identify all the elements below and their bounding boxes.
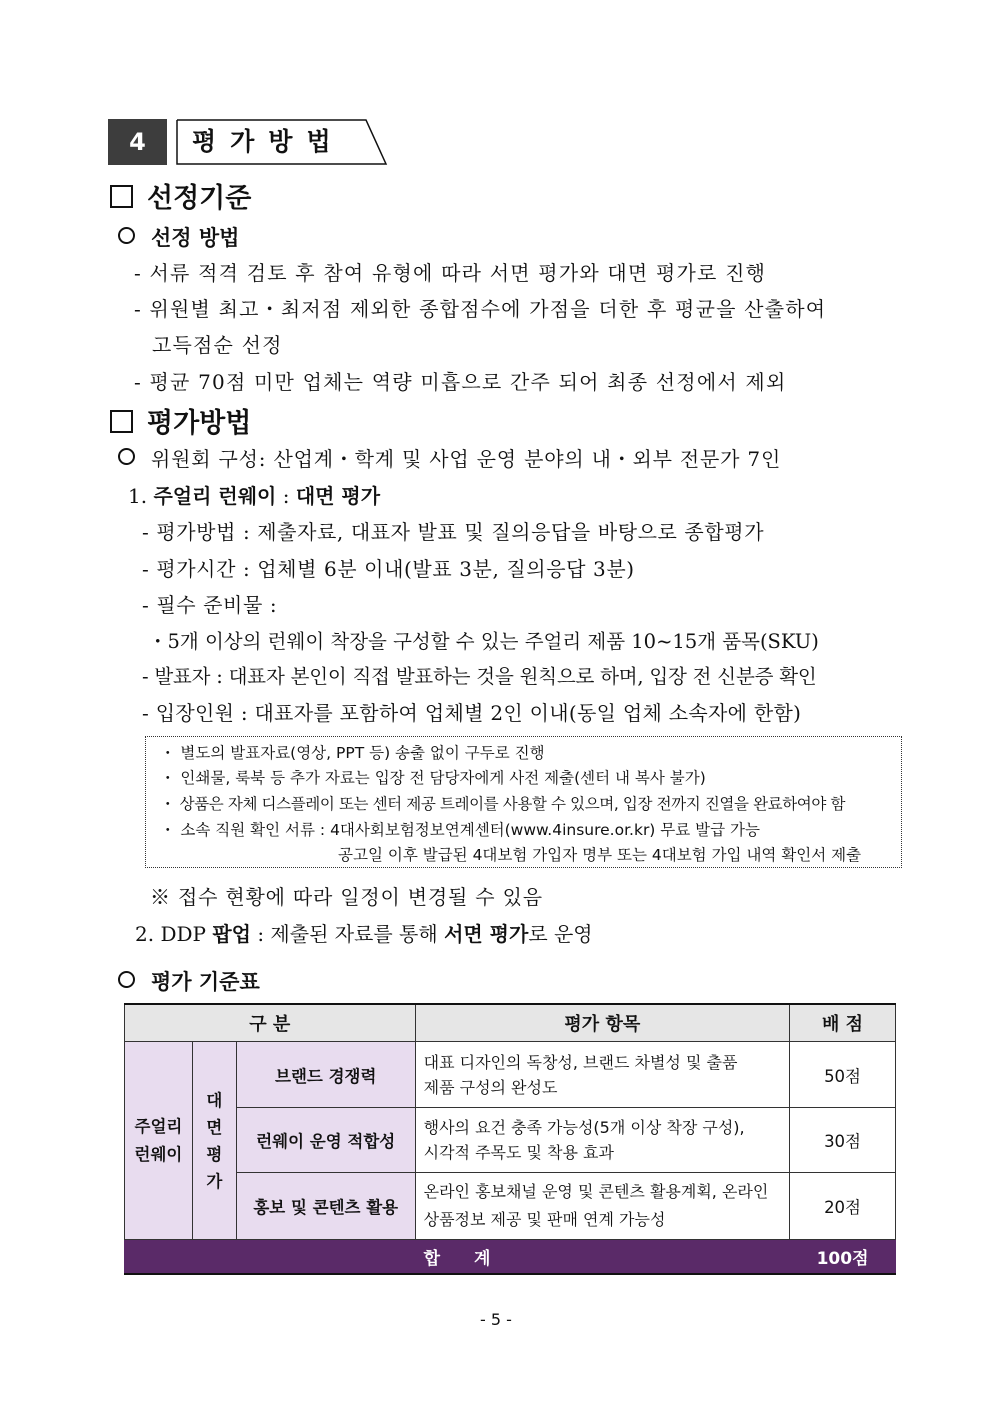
runway-item: - 평가시간 : 업체별 6분 이내(발표 3분, 질의응답 3분) [142,557,635,581]
runway-item: - 입장인원 : 대표자를 포함하여 업체별 2인 이내(동일 업체 소속자에 한함) [142,701,802,725]
runway-item: - 평가방법 : 제출자료, 대표자 발표 및 질의응답을 바탕으로 종합평가 [142,520,765,544]
item-score: 20점 [790,1173,896,1240]
evaluation-table [124,1003,896,1275]
section-number: 4 [108,119,167,165]
table-row [125,1042,896,1108]
criteria-subheading: 선정 방법 [118,222,239,252]
runway-item: ・5개 이상의 런웨이 착장을 구성할 수 있는 주얼리 제품 10~15개 품목(SKU) [148,630,819,653]
runway-title: 1. 주얼리 런웨이 : 대면 평가 [128,484,381,508]
table-total-row [125,1240,896,1275]
circle-bullet-icon [118,227,135,244]
criteria-item: - 서류 적격 검토 후 참여 유형에 따라 서면 평가와 대면 평가로 진행 [134,261,767,285]
item-name: 홍보 및 콘텐츠 활용 [236,1173,415,1240]
note-line: ・ 상품은 자체 디스플레이 또는 센터 제공 트레이를 사용할 수 있으며, 입장 전까지 진열을 완료하여야 함 [160,795,846,813]
circle-bullet-icon [118,448,135,465]
note-line: 공고일 이후 발급된 4대보험 가입자 명부 또는 4대보험 가입 내역 확인서 제출 [338,846,862,864]
section-title: 평가방법 [192,127,345,156]
item-name: 브랜드 경쟁력 [236,1042,415,1108]
table-row [125,1108,896,1173]
type-cell: 대 면 평 가 [192,1042,236,1240]
header-items: 평가 항목 [415,1004,789,1042]
square-bullet-icon [110,410,133,433]
note-line: ・ 별도의 발표자료(영상, PPT 등) 송출 없이 구두로 진행 [160,744,545,762]
schedule-notice: ※ 접수 현황에 따라 일정이 변경될 수 있음 [150,885,543,909]
total-label: 합 계 [125,1240,790,1275]
item-desc: 대표 디자인의 독창성, 브랜드 차별성 및 출품 제품 구성의 완성도 [415,1042,789,1108]
square-bullet-icon [110,185,133,208]
page-number: - 5 - [480,1310,512,1329]
runway-item: - 발표자 : 대표자 본인이 직접 발표하는 것을 원칙으로 하며, 입장 전 신분증 확인 [142,665,817,688]
committee-line: 위원회 구성: 산업계・학계 및 사업 운영 분야의 내・외부 전문가 7인 [118,443,781,472]
note-line: ・ 인쇄물, 룩북 등 추가 자료는 입장 전 담당자에게 사전 제출(센터 내 복사 불가) [160,769,706,787]
section-title-box [176,119,388,165]
item-desc: 온라인 홍보채널 운영 및 콘텐츠 활용계획, 온라인 상품정보 제공 및 판매 연계 가능성 [415,1173,789,1240]
total-score: 100점 [790,1240,896,1275]
criteria-item: - 평균 70점 미만 업체는 역량 미흡으로 간주 되어 최종 선정에서 제외 [134,370,787,394]
runway-item: - 필수 준비물 : [142,593,278,617]
item-name: 런웨이 운영 적합성 [236,1108,415,1173]
item-score: 50점 [790,1042,896,1108]
note-line: ・ 소속 직원 확인 서류 : 4대사회보험정보연계센터(www.4insure.or.kr) 무료 발급 가능 [160,821,760,839]
ddp-line: 2. DDP 팝업 : 제출된 자료를 통해 서면 평가로 운영 [135,922,593,946]
criteria-item: - 위원별 최고・최저점 제외한 종합점수에 가점을 더한 후 평균을 산출하여 [134,297,827,321]
table-header-row [125,1004,896,1042]
header-score: 배 점 [790,1004,896,1042]
item-score: 30점 [790,1108,896,1173]
item-desc: 행사의 요건 충족 가능성(5개 이상 착장 구성), 시각적 주목도 및 착용 효과 [415,1108,789,1173]
group-cell: 주얼리 런웨이 [125,1042,193,1240]
header-category: 구 분 [125,1004,416,1042]
table-heading: 평가 기준표 [118,966,260,996]
criteria-item: 고득점순 선정 [152,333,283,357]
criteria-heading: 선정기준 [110,176,251,215]
method-heading: 평가방법 [110,401,251,440]
table-row [125,1173,896,1240]
circle-bullet-icon [118,971,135,988]
